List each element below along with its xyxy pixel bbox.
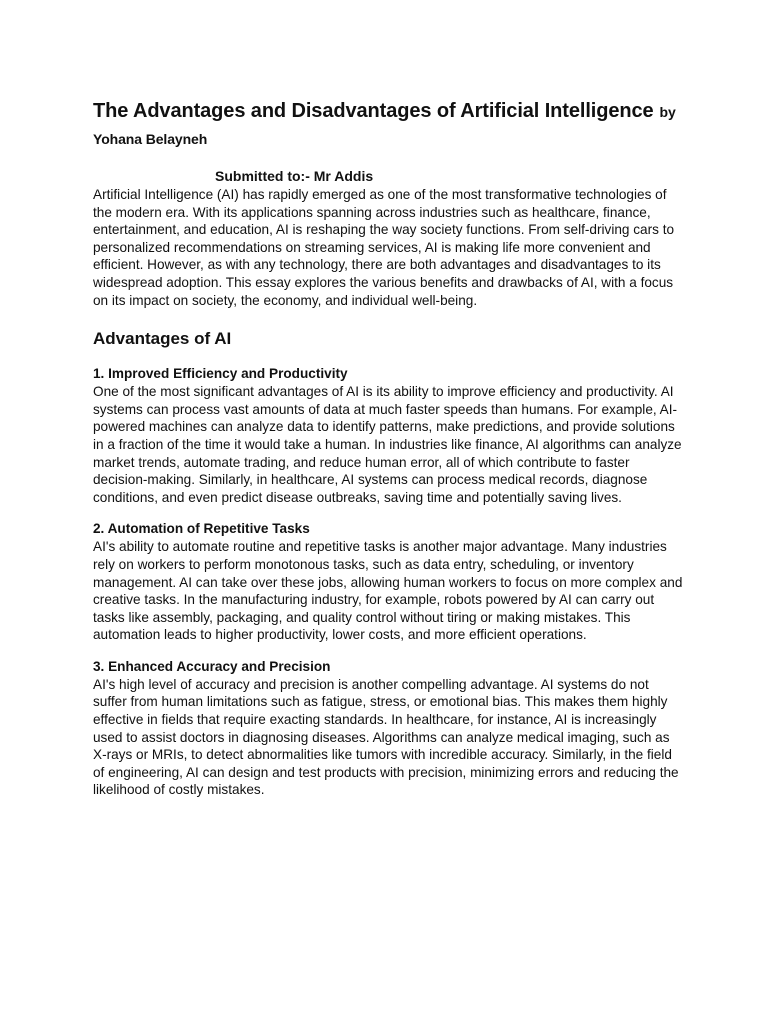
title-text: The Advantages and Disadvantages of Artificial Intelligence [93,100,654,122]
submitted-to-line: Submitted to:- Mr Addis [215,168,374,184]
subsection-heading-automation: 2. Automation of Repetitive Tasks [93,521,310,537]
subsection-heading-efficiency: 1. Improved Efficiency and Productivity [93,366,348,382]
subsection-heading-accuracy: 3. Enhanced Accuracy and Precision [93,658,331,674]
intro-paragraph: Artificial Intelligence (AI) has rapidly emerged as one of the most transformative technologies of the modern era. With its applications spanning across industries such as healthcare, finance, entertainment, and education, AI is reshaping the way society functions. From self-driving cars to personalized recommendations on streaming services, AI is making life more convenient and efficient. However, as with any technology, there are both advantages and disadvantages to its widespread adoption. This essay explores the various benefits and drawbacks of AI, with a focus on its impact on society, the economy, and individual well-being. [93,187,675,308]
document-page [93,98,683,799]
author-byline: by Yohana Belayneh [93,104,676,147]
subsection-paragraph-accuracy: AI's high level of accuracy and precision is another compelling advantage. AI systems do not suffer from human limitations such as fatigue, stress, or emotional bias. This makes them highly effective in fields that require exacting standards. In healthcare, for instance, AI is increasingly used to assist doctors in diagnosing diseases. Algorithms can analyze medical imaging, such as X-rays or MRIs, to detect abnormalities like tumors with incredible accuracy. Similarly, in the field of engineering, AI can design and test products with precision, minimizing errors and reducing the likelihood of costly mistakes. [93,676,679,798]
section-heading-advantages: Advantages of AI [93,329,232,349]
subsection-paragraph-automation: AI's ability to automate routine and repetitive tasks is another major advantage. Many industries rely on workers to perform monotonous tasks, such as data entry, scheduling, or inventory management. AI can take over these jobs, allowing human workers to focus on more complex and creative tasks. In the manufacturing industry, for example, robots powered by AI can carry out tasks like assembly, packaging, and quality control without tiring or making mistakes. This automation leads to higher productivity, lower costs, and more efficient operations. [93,539,683,643]
document-title [93,98,683,152]
subsection-paragraph-efficiency: One of the most significant advantages of AI is its ability to improve efficiency and productivity. AI systems can process vast amounts of data at much faster speeds than humans. For example, AI-powered machines can analyze data to identify patterns, make predictions, and provide solutions in a fraction of the time it would take a human. In industries like finance, AI algorithms can analyze market trends, automate trading, and reduce human error, all of which contribute to faster decision-making. Similarly, in healthcare, AI systems can process medical records, diagnose conditions, and even predict disease outbreaks, saving time and potentially saving lives. [93,384,682,505]
